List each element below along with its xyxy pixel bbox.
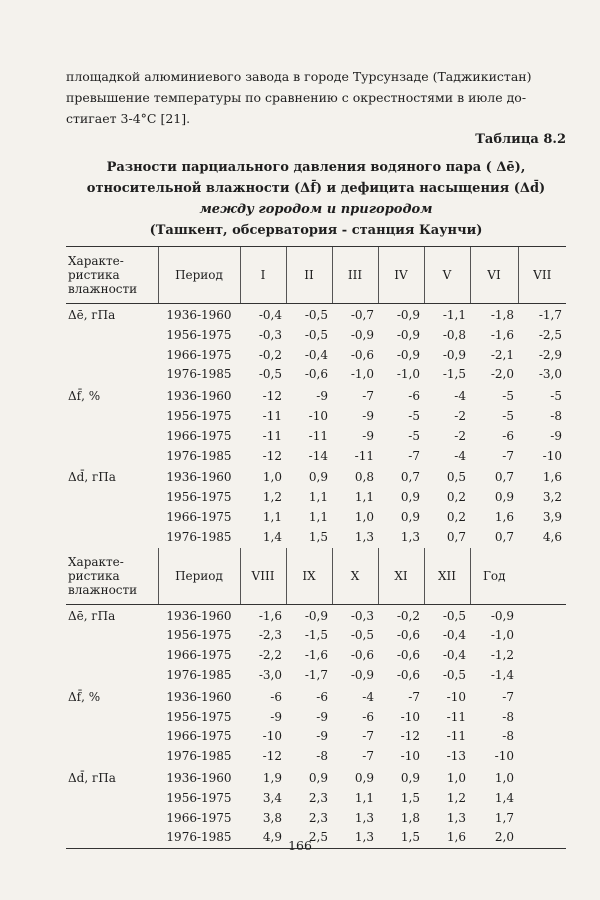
value-cell: -0,9 xyxy=(396,347,420,362)
table-row xyxy=(66,604,566,626)
value-cell: -8 xyxy=(502,709,514,724)
value-cell: -5 xyxy=(502,389,514,404)
value-cell: -1,5 xyxy=(304,628,328,643)
value-cell: 1,1 xyxy=(354,790,374,805)
value-cell: -9 xyxy=(316,709,328,724)
value-cell: -10 xyxy=(400,749,420,764)
value-cell: -11 xyxy=(446,729,466,744)
table-row xyxy=(66,666,566,686)
value-cell: 2,0 xyxy=(470,828,518,848)
value-cell: -9 xyxy=(550,428,562,443)
month-header: XII xyxy=(424,548,470,605)
value-cell: 1,0 xyxy=(262,470,282,485)
value-cell: -6 xyxy=(362,709,374,724)
value-cell: -0,9 xyxy=(350,667,374,682)
value-cell: -7 xyxy=(362,389,374,404)
period-cell: 1956-1975 xyxy=(166,628,232,643)
period-cell: 1936-1960 xyxy=(166,608,232,623)
value-cell: -5 xyxy=(408,408,420,423)
period-cell: 1936-1960 xyxy=(166,689,232,704)
month-header: IX xyxy=(286,548,332,605)
value-cell: -6 xyxy=(408,389,420,404)
value-cell: 1,1 xyxy=(262,509,282,524)
table-row xyxy=(66,466,566,488)
value-cell xyxy=(518,708,566,728)
value-cell xyxy=(518,809,566,829)
value-cell: -0,5 xyxy=(442,667,466,682)
table-row xyxy=(66,747,566,767)
humidity-difference-table xyxy=(66,246,566,849)
value-cell: -8 xyxy=(502,729,514,744)
value-cell: -3,0 xyxy=(258,667,282,682)
param-cell xyxy=(66,708,158,728)
value-cell: 0,8 xyxy=(354,470,374,485)
value-cell: 1,1 xyxy=(308,509,328,524)
value-cell: -1,4 xyxy=(490,667,514,682)
value-cell: -6 xyxy=(270,689,282,704)
param-cell xyxy=(66,488,158,508)
value-cell: -0,4 xyxy=(258,308,282,322)
value-cell: 4,9 xyxy=(240,828,286,848)
table-row xyxy=(66,809,566,829)
table-row xyxy=(66,626,566,646)
param-cell xyxy=(66,508,158,528)
param-cell xyxy=(66,326,158,346)
value-cell: -4 xyxy=(362,689,374,704)
value-cell: 1,3 xyxy=(332,828,378,848)
value-cell: -9 xyxy=(316,729,328,744)
value-cell: -10 xyxy=(446,689,466,704)
value-cell: -1,0 xyxy=(350,367,374,382)
intro-line: площадкой алюминиевого завода в городе Турсунзаде (Таджикистан) xyxy=(66,69,532,84)
value-cell: -5 xyxy=(408,428,420,443)
caption-line: относительной влажности (Δf̄) и дефицита насыщения (Δd̄) xyxy=(86,181,546,196)
value-cell: 1,3 xyxy=(446,810,466,825)
table-row xyxy=(66,385,566,407)
value-cell: 1,0 xyxy=(494,770,514,785)
value-cell: -9 xyxy=(362,428,374,443)
value-cell: -0,6 xyxy=(396,667,420,682)
value-cell xyxy=(518,686,566,708)
table-row xyxy=(66,789,566,809)
value-cell: -12 xyxy=(262,448,282,463)
value-cell: 0,9 xyxy=(354,770,374,785)
value-cell: 0,9 xyxy=(400,490,420,505)
table-row xyxy=(66,646,566,666)
value-cell: -9 xyxy=(362,408,374,423)
value-cell: 3,8 xyxy=(262,810,282,825)
value-cell: -0,9 xyxy=(350,327,374,342)
value-cell: -0,4 xyxy=(442,628,466,643)
param-cell xyxy=(66,747,158,767)
period-cell: 1956-1975 xyxy=(166,327,232,342)
value-cell: 1,2 xyxy=(262,490,282,505)
value-cell: -6 xyxy=(502,428,514,443)
param-cell: Δē, гПа xyxy=(68,608,116,623)
value-cell: -0,2 xyxy=(396,608,420,623)
month-header xyxy=(518,548,566,605)
value-cell: 1,3 xyxy=(354,529,374,544)
value-cell: 2,5 xyxy=(286,828,332,848)
value-cell: -2,0 xyxy=(490,367,514,382)
table-header-row xyxy=(66,548,566,605)
value-cell: 0,2 xyxy=(446,490,466,505)
value-cell: -10 xyxy=(262,729,282,744)
value-cell: 3,2 xyxy=(542,490,562,505)
value-cell: -0,9 xyxy=(396,308,420,322)
period-cell: 1966-1975 xyxy=(166,729,232,744)
value-cell: -2 xyxy=(454,428,466,443)
param-header: Характе- ристика влажности xyxy=(66,247,158,304)
value-cell: 2,3 xyxy=(308,810,328,825)
value-cell: -3,0 xyxy=(538,367,562,382)
value-cell xyxy=(518,626,566,646)
value-cell: -9 xyxy=(270,709,282,724)
value-cell: -1,7 xyxy=(538,308,562,322)
month-header: VIII xyxy=(240,548,286,605)
value-cell xyxy=(518,666,566,686)
value-cell: 0,2 xyxy=(446,509,466,524)
value-cell: -11 xyxy=(308,428,328,443)
month-header: VII xyxy=(518,247,566,304)
param-cell xyxy=(66,626,158,646)
value-cell: -1,0 xyxy=(396,367,420,382)
value-cell: -0,6 xyxy=(304,367,328,382)
param-cell: Δd̄, гПа xyxy=(68,770,116,785)
value-cell: 1,6 xyxy=(542,470,562,485)
value-cell: 1,5 xyxy=(378,828,424,848)
period-cell: 1976-1985 xyxy=(166,749,232,764)
value-cell: -4 xyxy=(454,389,466,404)
period-header: Период xyxy=(158,548,240,605)
value-cell xyxy=(518,747,566,767)
period-cell: 1956-1975 xyxy=(166,490,232,505)
value-cell: -0,5 xyxy=(304,308,328,322)
value-cell: 0,7 xyxy=(446,529,466,544)
period-cell: 1976-1985 xyxy=(166,448,232,463)
value-cell: -0,9 xyxy=(442,347,466,362)
value-cell: -9 xyxy=(316,389,328,404)
value-cell: 2,3 xyxy=(308,790,328,805)
intro-line: превышение температуры по сравнению с окрестностями в июле до- xyxy=(66,90,527,105)
value-cell: -0,9 xyxy=(304,608,328,623)
month-header: Год xyxy=(470,548,518,605)
value-cell: -0,3 xyxy=(258,327,282,342)
value-cell: 1,6 xyxy=(424,828,470,848)
value-cell: -7 xyxy=(362,729,374,744)
value-cell: -7 xyxy=(362,749,374,764)
value-cell: -0,5 xyxy=(258,367,282,382)
table-body xyxy=(66,247,566,849)
value-cell: -1,6 xyxy=(304,648,328,663)
value-cell xyxy=(518,789,566,809)
value-cell: 1,5 xyxy=(308,529,328,544)
value-cell: 3,9 xyxy=(542,509,562,524)
value-cell: 1,0 xyxy=(354,509,374,524)
value-cell: 4,6 xyxy=(542,529,562,544)
table-caption xyxy=(66,157,566,241)
table-row xyxy=(66,346,566,366)
value-cell: -0,6 xyxy=(396,628,420,643)
value-cell: -0,3 xyxy=(350,608,374,623)
value-cell: 1,5 xyxy=(400,790,420,805)
month-header: XI xyxy=(378,548,424,605)
period-cell: 1976-1985 xyxy=(166,367,232,382)
table-row xyxy=(66,528,566,548)
table-row xyxy=(66,326,566,346)
value-cell: -11 xyxy=(446,709,466,724)
table-row xyxy=(66,708,566,728)
value-cell: 0,9 xyxy=(400,770,420,785)
period-cell: 1966-1975 xyxy=(166,347,232,362)
value-cell: 0,9 xyxy=(308,770,328,785)
table-row xyxy=(66,508,566,528)
value-cell: -10 xyxy=(308,408,328,423)
value-cell: -11 xyxy=(354,448,374,463)
value-cell: 0,7 xyxy=(494,529,514,544)
value-cell: -4 xyxy=(454,448,466,463)
table-row xyxy=(66,407,566,427)
table-row xyxy=(66,304,566,326)
table-row xyxy=(66,365,566,385)
value-cell: -8 xyxy=(550,408,562,423)
value-cell: 0,7 xyxy=(400,470,420,485)
value-cell: -0,5 xyxy=(442,608,466,623)
table-row xyxy=(66,727,566,747)
intro-paragraph xyxy=(66,66,566,129)
period-cell: 1956-1975 xyxy=(166,709,232,724)
value-cell: -1,8 xyxy=(490,308,514,322)
month-header: I xyxy=(240,247,286,304)
value-cell: -6 xyxy=(316,689,328,704)
value-cell: -1,6 xyxy=(258,608,282,623)
value-cell: 0,9 xyxy=(308,470,328,485)
month-header: IV xyxy=(378,247,424,304)
period-cell: 1966-1975 xyxy=(166,810,232,825)
value-cell: -0,5 xyxy=(304,327,328,342)
param-cell xyxy=(66,447,158,467)
value-cell: -0,7 xyxy=(350,308,374,322)
month-header: V xyxy=(424,247,470,304)
param-cell: Δd̄, гПа xyxy=(68,470,116,485)
value-cell: -10 xyxy=(494,749,514,764)
value-cell: 1,3 xyxy=(354,810,374,825)
value-cell: -0,2 xyxy=(258,347,282,362)
value-cell: -1,5 xyxy=(442,367,466,382)
value-cell: -1,7 xyxy=(304,667,328,682)
page-number: 166 xyxy=(288,838,312,853)
period-cell: 1976-1985 xyxy=(166,529,232,544)
value-cell: -0,9 xyxy=(490,608,514,623)
value-cell: 0,7 xyxy=(494,470,514,485)
table-row xyxy=(66,447,566,467)
table-row xyxy=(66,686,566,708)
value-cell: 3,4 xyxy=(262,790,282,805)
value-cell: -2,1 xyxy=(490,347,514,362)
value-cell: -12 xyxy=(262,749,282,764)
param-cell xyxy=(66,528,158,548)
value-cell: -7 xyxy=(502,689,514,704)
intro-line: стигает 3-4°C [21]. xyxy=(66,111,191,126)
value-cell: 1,4 xyxy=(494,790,514,805)
table-number: Таблица 8.2 xyxy=(475,132,566,147)
param-cell xyxy=(66,407,158,427)
value-cell: -0,6 xyxy=(396,648,420,663)
period-cell: 1966-1975 xyxy=(166,648,232,663)
value-cell xyxy=(518,767,566,789)
caption-line: между городом и пригородом xyxy=(199,202,433,217)
table-row xyxy=(66,488,566,508)
param-cell: Δf̄, % xyxy=(68,689,101,704)
value-cell: -8 xyxy=(316,749,328,764)
value-cell: -5 xyxy=(502,408,514,423)
value-cell: 0,5 xyxy=(446,470,466,485)
value-cell: -12 xyxy=(262,389,282,404)
value-cell: -7 xyxy=(408,448,420,463)
value-cell: -12 xyxy=(400,729,420,744)
period-cell: 1966-1975 xyxy=(166,509,232,524)
value-cell: -2,5 xyxy=(538,327,562,342)
value-cell: 1,2 xyxy=(446,790,466,805)
value-cell: -11 xyxy=(262,428,282,443)
param-cell xyxy=(66,427,158,447)
param-cell xyxy=(66,346,158,366)
value-cell: 1,6 xyxy=(494,509,514,524)
period-cell: 1956-1975 xyxy=(166,408,232,423)
value-cell: -1,0 xyxy=(490,628,514,643)
value-cell: -5 xyxy=(550,389,562,404)
value-cell: -0,6 xyxy=(350,648,374,663)
period-cell: 1936-1960 xyxy=(166,470,232,485)
param-header: Характе- ристика влажности xyxy=(66,548,158,605)
value-cell: -0,8 xyxy=(442,327,466,342)
param-cell xyxy=(66,646,158,666)
value-cell: 1,4 xyxy=(262,529,282,544)
month-header: X xyxy=(332,548,378,605)
value-cell: -13 xyxy=(446,749,466,764)
value-cell: -10 xyxy=(400,709,420,724)
value-cell: -2 xyxy=(454,408,466,423)
value-cell: -0,9 xyxy=(396,327,420,342)
caption-line: Разности парциального давления водяного пара ( Δē), xyxy=(106,160,526,175)
period-cell: 1966-1975 xyxy=(166,428,232,443)
value-cell: 1,9 xyxy=(262,770,282,785)
period-cell: 1936-1960 xyxy=(166,308,232,322)
value-cell: 1,8 xyxy=(400,810,420,825)
caption-line: (Ташкент, обсерватория - станция Каунчи) xyxy=(149,223,483,238)
value-cell: -11 xyxy=(262,408,282,423)
value-cell xyxy=(518,727,566,747)
period-cell: 1936-1960 xyxy=(166,389,232,404)
value-cell: -0,5 xyxy=(350,628,374,643)
value-cell: -0,4 xyxy=(442,648,466,663)
value-cell: 1,7 xyxy=(494,810,514,825)
value-cell: -7 xyxy=(502,448,514,463)
value-cell: -0,6 xyxy=(350,347,374,362)
month-header: VI xyxy=(470,247,518,304)
value-cell: 1,0 xyxy=(446,770,466,785)
value-cell: 0,9 xyxy=(400,509,420,524)
param-cell: Δē, гПа xyxy=(68,308,116,322)
value-cell: -2,2 xyxy=(258,648,282,663)
month-header: III xyxy=(332,247,378,304)
value-cell xyxy=(518,604,566,626)
value-cell: -1,6 xyxy=(490,327,514,342)
table-header-row xyxy=(66,247,566,304)
value-cell: 1,1 xyxy=(354,490,374,505)
month-header: II xyxy=(286,247,332,304)
period-cell: 1976-1985 xyxy=(166,667,232,682)
value-cell: -14 xyxy=(308,448,328,463)
value-cell: 1,3 xyxy=(400,529,420,544)
param-cell: Δf̄, % xyxy=(68,389,101,404)
value-cell: -10 xyxy=(542,448,562,463)
param-cell xyxy=(66,365,158,385)
period-cell: 1976-1985 xyxy=(158,828,240,848)
value-cell: -0,4 xyxy=(304,347,328,362)
value-cell xyxy=(518,646,566,666)
value-cell: -2,9 xyxy=(538,347,562,362)
period-cell: 1956-1975 xyxy=(166,790,232,805)
period-header: Период xyxy=(158,247,240,304)
value-cell: -2,3 xyxy=(258,628,282,643)
value-cell: -1,1 xyxy=(442,308,466,322)
value-cell: 1,1 xyxy=(308,490,328,505)
table-row xyxy=(66,767,566,789)
table-row xyxy=(66,427,566,447)
period-cell: 1936-1960 xyxy=(166,770,232,785)
param-cell xyxy=(66,809,158,829)
value-cell: -7 xyxy=(408,689,420,704)
param-cell xyxy=(66,666,158,686)
param-cell xyxy=(66,789,158,809)
param-cell xyxy=(66,727,158,747)
value-cell: 0,9 xyxy=(494,490,514,505)
value-cell: -1,2 xyxy=(490,648,514,663)
